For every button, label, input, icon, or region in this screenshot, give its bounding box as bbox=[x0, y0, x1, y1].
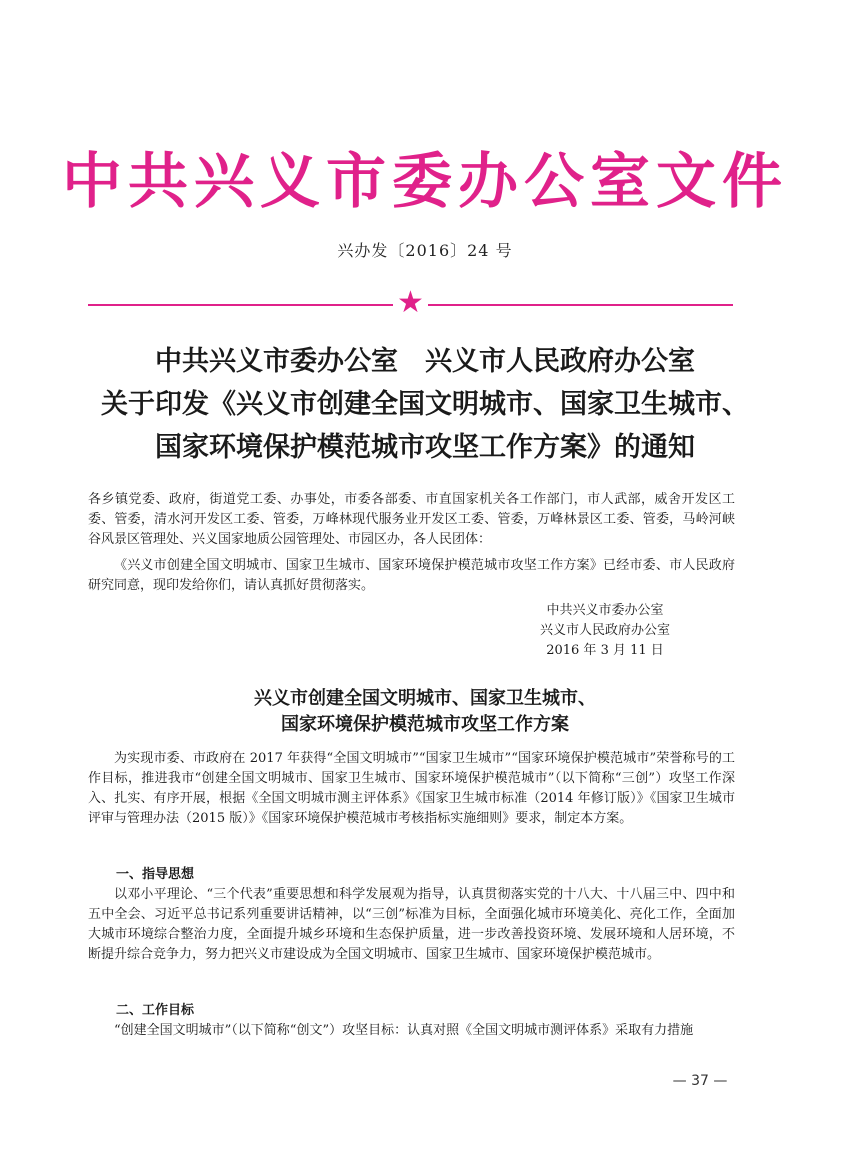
plan-title bbox=[60, 686, 790, 738]
star-icon: ★ bbox=[397, 285, 424, 320]
paragraph-guiding-ideology: 以邓小平理论、“三个代表”重要思想和科学发展观为指导，认真贯彻落实党的十八大、十八届三中、四中和五中全会、习近平总书记系列重要讲话精神，以“三创”标准为目标，全面强化城市环境美化、亮化工作，全面加大城市环境综合整治力度，全面提升城乡环境和生态保护质量，进一步改善投资环境、发展环境和人居环境，不断提升综合竞争力，努力把兴义市建设成为全国文明城市、国家卫生城市、国家环境保护模范城市。 bbox=[88, 887, 735, 962]
red-rule-divider bbox=[88, 285, 733, 320]
document-number: 兴办发〔2016〕24 号 bbox=[337, 241, 513, 260]
section-heading-guiding-ideology: 一、指导思想 bbox=[116, 867, 195, 882]
notice-title-line-3: 国家环境保护模范城市攻坚工作方案》的通知 bbox=[155, 432, 695, 463]
red-header-title: 中共兴义市委办公室文件 bbox=[62, 147, 788, 217]
intro-paragraph: 《兴义市创建全国文明城市、国家卫生城市、国家环境保护模范城市攻坚工作方案》已经市委、市人民政府研究同意，现印发给你们，请认真抓好贯彻落实。 bbox=[88, 558, 735, 593]
signature-date: 2016 年 3 月 11 日 bbox=[546, 643, 664, 658]
signature-org-1: 中共兴义市委办公室 bbox=[546, 603, 664, 618]
page-number: — 37 — bbox=[672, 1073, 728, 1089]
paragraph-work-goals: “创建全国文明城市”（以下简称“创文”）攻坚目标：认真对照《全国文明城市测评体系》采取有力措施 bbox=[114, 1023, 694, 1038]
paragraph-intro: 为实现市委、市政府在 2017 年获得“全国文明城市”“国家卫生城市”“国家环境保护模范城市”荣誉称号的工作目标，推进我市“创建全国文明城市、国家卫生城市、国家环境保护模范城市”（以下简称“三创”）攻坚工作深入、扎实、有序开展，根据《全国文明城市测主评体系》《国家卫生城市标准（2014 年修订版）》《国家卫生城市评审与管理办法（2015 版）》《国家环境保护模范城市考核指标实施细则》要求，制定本方案。 bbox=[88, 751, 735, 826]
signature-org-2: 兴义市人民政府办公室 bbox=[539, 623, 670, 638]
notice-title-line-2: 关于印发《兴义市创建全国文明城市、国家卫生城市、 bbox=[101, 389, 749, 420]
signature-block bbox=[490, 601, 720, 661]
section-heading-work-goals: 二、工作目标 bbox=[116, 1003, 195, 1018]
notice-title bbox=[60, 340, 790, 469]
notice-title-line-1: 中共兴义市委办公室 兴义市人民政府办公室 bbox=[155, 346, 695, 377]
plan-title-line-1: 兴义市创建全国文明城市、国家卫生城市、 bbox=[254, 688, 596, 709]
addressees: 各乡镇党委、政府，街道党工委、办事处，市委各部委、市直国家机关各工作部门，市人武部，威舍开发区工委、管委，清水河开发区工委、管委，万峰林现代服务业开发区工委、管委，万峰林景区工委、管委，马岭河峡谷风景区管理处、兴义国家地质公园管理处、市园区办，各人民团体： bbox=[88, 492, 735, 547]
rule-line-right bbox=[428, 304, 733, 306]
plan-title-line-2: 国家环境保护模范城市攻坚工作方案 bbox=[281, 714, 569, 735]
rule-line-left bbox=[88, 304, 393, 306]
